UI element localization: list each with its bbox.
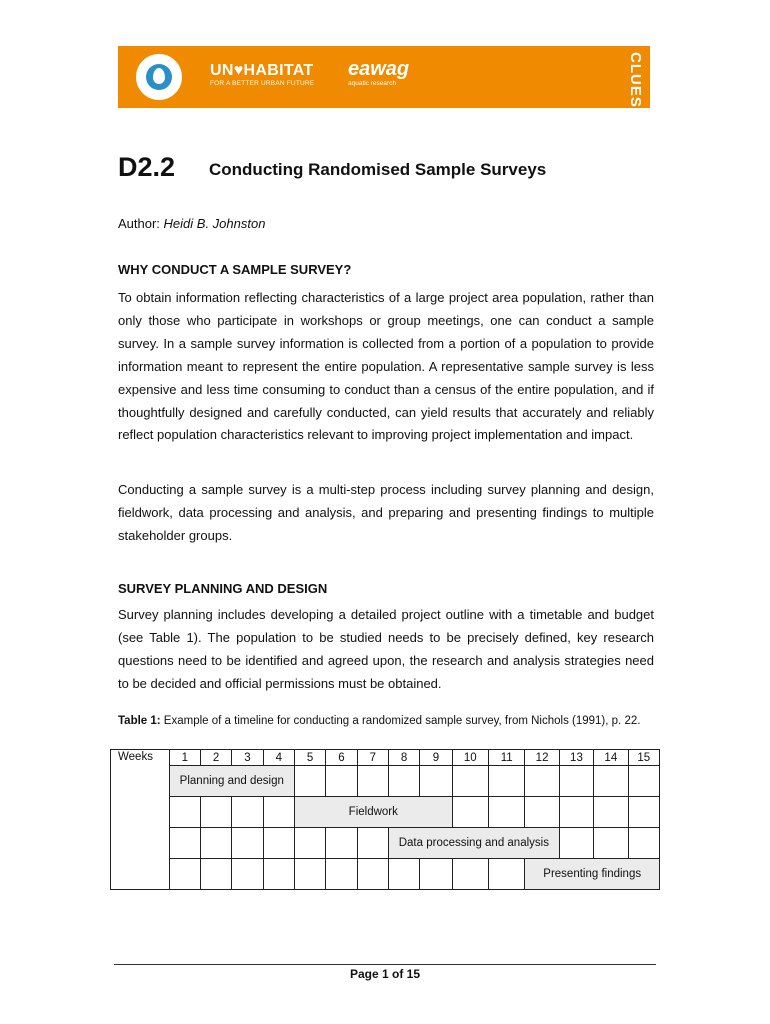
empty-cell (594, 797, 628, 828)
paragraph-why-1: To obtain information reflecting characteristics of a large project area population, rather than only those who participate in workshops or group meetings, one can conduct a sample survey. In a sample survey information is collected from a portion of a population to provide information meant to represent the entire population. A representative sample survey is less expensive and less time consuming to conduct than a census of the entire population, and if thoughtfully designed and carefully conducted, can yield results that accurately and reliably reflect population characteristics relevant to improving project implementation and impact. (118, 290, 654, 443)
week-cell: 7 (357, 750, 388, 766)
week-cell: 10 (452, 750, 488, 766)
document-title: Conducting Randomised Sample Surveys (209, 160, 547, 179)
empty-cell (169, 828, 200, 859)
phase-row-planning (111, 766, 660, 797)
empty-cell (263, 797, 294, 828)
empty-cell (525, 766, 559, 797)
unhabitat-tagline: FOR A BETTER URBAN FUTURE (210, 80, 315, 87)
eawag-tagline: aquatic research (348, 80, 397, 87)
week-cell: 2 (200, 750, 231, 766)
empty-cell (594, 766, 628, 797)
week-cell: 9 (420, 750, 452, 766)
empty-cell (200, 859, 231, 890)
table-caption-label: Table 1: (118, 715, 161, 727)
empty-cell (326, 766, 357, 797)
paragraph-why-2: Conducting a sample survey is a multi-step process including survey planning and design, fieldwork, data processing and analysis, and preparing and presenting findings to multiple stakeholder groups. (118, 482, 654, 543)
week-cell: 4 (263, 750, 294, 766)
phase-processing-bar: Data processing and analysis (388, 828, 559, 859)
empty-cell (200, 797, 231, 828)
empty-cell (559, 797, 593, 828)
author-label: Author: (118, 216, 160, 231)
eawag-logo: eawag (348, 58, 410, 80)
empty-cell (420, 859, 452, 890)
week-cell: 5 (294, 750, 325, 766)
week-cell: 8 (388, 750, 419, 766)
empty-cell (232, 828, 263, 859)
water-drop-icon (153, 68, 165, 84)
weeks-label-cell: Weeks (111, 750, 170, 890)
phase-fieldwork-bar: Fieldwork (294, 797, 452, 828)
empty-cell (357, 828, 388, 859)
week-cell: 3 (232, 750, 263, 766)
empty-cell (388, 859, 419, 890)
phase-row-fieldwork (111, 797, 660, 828)
phase-row-presenting (111, 859, 660, 890)
paragraph-planning-1: Survey planning includes developing a detailed project outline with a timetable and budget (see Table 1). The population to be studied needs to be precisely defined, key research questions need to be identified and agreed upon, the research and analysis strategies need to be decided and official permissions must be obtained. (118, 607, 654, 691)
empty-cell (559, 766, 593, 797)
empty-cell (169, 859, 200, 890)
empty-cell (326, 828, 357, 859)
week-cell: 11 (489, 750, 525, 766)
empty-cell (169, 797, 200, 828)
empty-cell (388, 766, 419, 797)
empty-cell (294, 766, 325, 797)
empty-cell (232, 859, 263, 890)
page-number: Page 1 of 15 (349, 967, 421, 981)
document-code: D2.2 (118, 152, 176, 182)
empty-cell (489, 766, 525, 797)
phase-row-processing (111, 828, 660, 859)
empty-cell (452, 859, 488, 890)
empty-cell (525, 797, 559, 828)
empty-cell (452, 766, 488, 797)
author-name: Heidi B. Johnston (163, 216, 266, 231)
section-heading-why: WHY CONDUCT A SAMPLE SURVEY? (118, 262, 352, 277)
phase-planning-bar: Planning and design (169, 766, 294, 797)
empty-cell (200, 828, 231, 859)
empty-cell (559, 828, 593, 859)
author-line (118, 216, 265, 231)
table-caption (118, 714, 654, 729)
clues-logo: CLUES (627, 52, 644, 108)
empty-cell (452, 797, 488, 828)
week-cell: 6 (326, 750, 357, 766)
week-cell: 1 (169, 750, 200, 766)
empty-cell (326, 859, 357, 890)
header-banner (118, 46, 650, 108)
empty-cell (489, 797, 525, 828)
table-header-row (111, 750, 660, 766)
phase-presenting-bar: Presenting findings (525, 859, 660, 890)
week-cell: 14 (594, 750, 628, 766)
empty-cell (489, 859, 525, 890)
empty-cell (357, 766, 388, 797)
empty-cell (263, 859, 294, 890)
week-cell: 15 (628, 750, 659, 766)
empty-cell (628, 797, 659, 828)
empty-cell (628, 766, 659, 797)
empty-cell (420, 766, 452, 797)
empty-cell (357, 859, 388, 890)
week-cell: 12 (525, 750, 559, 766)
section-heading-planning: SURVEY PLANNING AND DESIGN (118, 581, 328, 596)
footer-divider (114, 964, 656, 965)
table-caption-text: Example of a timeline for conducting a randomized sample survey, from Nichols (1991), p. 22. (160, 715, 641, 727)
empty-cell (263, 828, 294, 859)
empty-cell (232, 797, 263, 828)
unhabitat-logo: UN♥HABITAT (210, 62, 314, 79)
week-cell: 13 (559, 750, 593, 766)
empty-cell (294, 859, 325, 890)
empty-cell (628, 828, 659, 859)
timeline-table (110, 749, 660, 890)
water-seal-logo (136, 54, 182, 100)
empty-cell (594, 828, 628, 859)
empty-cell (294, 828, 325, 859)
